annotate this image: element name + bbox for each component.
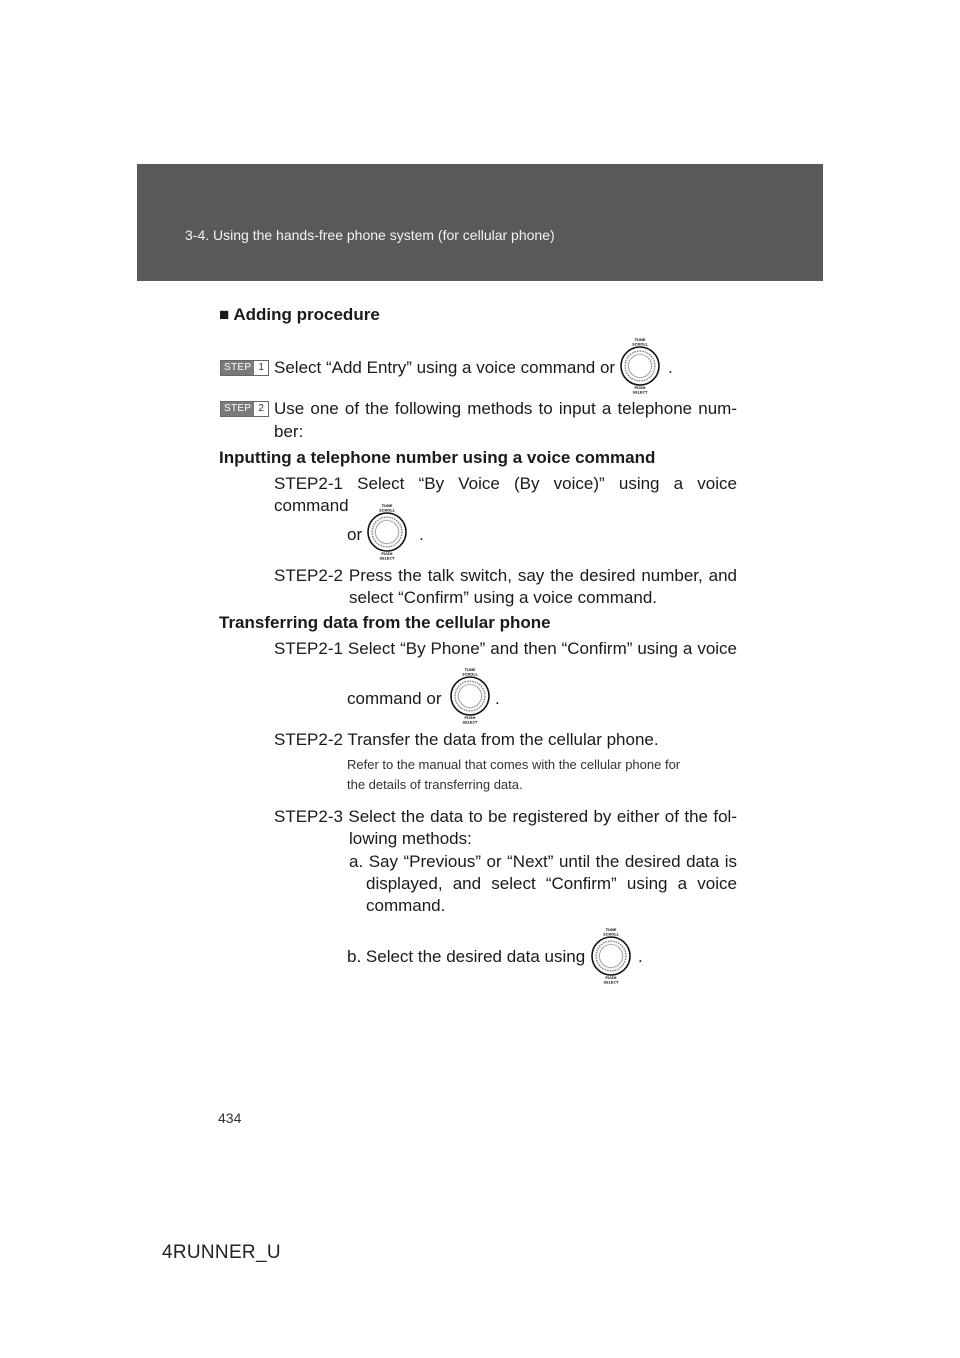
section-heading	[219, 304, 380, 326]
knob-label-top-2: SCROLL	[632, 342, 648, 347]
option-a-line2: displayed, and select “Confirm” using a voice	[366, 874, 737, 893]
knob-label-bottom-2: SELECT	[632, 390, 648, 394]
knob-label-bottom-1: PUSH	[464, 716, 476, 720]
step-1-badge	[220, 360, 269, 376]
chapter-header	[137, 164, 823, 281]
knob-label-bottom-1: PUSH	[634, 386, 646, 390]
phone-step2-3-line2: lowing methods:	[349, 829, 472, 848]
phone-step2-1-tail: .	[495, 689, 500, 708]
phone-note-line2: the details of transferring data.	[347, 777, 523, 792]
option-b-tail: .	[638, 947, 643, 966]
voice-step2-2-line2: select “Confirm” using a voice command.	[349, 588, 658, 607]
knob-label-top-1: TUNE	[605, 928, 617, 932]
knob-label-top-1: TUNE	[381, 504, 393, 508]
model-code: 4RUNNER_U	[162, 1242, 281, 1263]
knob-label-bottom-2: SELECT	[462, 720, 478, 724]
tune-select-knob-icon	[447, 666, 493, 724]
step-2-text-line2: ber:	[274, 422, 304, 441]
option-a-line1: a. Say “Previous” or “Next” until the desired data is	[349, 852, 737, 871]
phone-step2-1-line2: command or	[347, 689, 442, 708]
step-badge-number: 2	[258, 403, 264, 414]
voice-step2-1-line1: STEP2-1 Select “By Voice (By voice)” using a voice command	[274, 474, 737, 515]
section-title: Adding procedure	[233, 305, 380, 324]
section-bullet: ■	[219, 305, 230, 324]
step-badge-label: STEP	[221, 402, 254, 416]
knob-label-bottom-1: PUSH	[381, 552, 393, 556]
voice-step2-1-line2: or	[347, 525, 363, 544]
phone-step2-2: STEP2-2 Transfer the data from the cellular phone.	[274, 730, 659, 749]
knob-label-top-2: SCROLL	[462, 672, 478, 677]
tune-select-knob-icon	[588, 926, 634, 984]
phone-note-line1: Refer to the manual that comes with the cellular phone for	[347, 757, 681, 772]
phone-step2-3-line1: STEP2-3 Select the data to be registered by either of the fol-	[274, 807, 737, 826]
step-1-text: Select “Add Entry” using a voice command or	[274, 358, 616, 377]
knob-label-top-1: TUNE	[634, 338, 646, 342]
step-badge-label: STEP	[221, 361, 254, 375]
step-1-tail: .	[668, 358, 673, 377]
chapter-title: 3-4. Using the hands-free phone system (for cellular phone)	[185, 227, 555, 243]
step-2-text-line1: Use one of the following methods to input a telephone num-	[274, 399, 737, 418]
phone-step2-1-line1: STEP2-1 Select “By Phone” and then “Confirm” using a voice	[274, 639, 737, 658]
tune-select-knob-icon	[364, 502, 410, 560]
knob-label-bottom-1: PUSH	[605, 976, 617, 980]
knob-label-top-2: SCROLL	[379, 508, 395, 513]
knob-label-bottom-2: SELECT	[603, 980, 619, 984]
option-a-line3: command.	[366, 896, 446, 915]
knob-label-top-1: TUNE	[464, 668, 476, 672]
knob-label-top-2: SCROLL	[603, 932, 619, 937]
voice-step2-1-tail: .	[419, 525, 424, 544]
step-badge-number: 1	[258, 362, 264, 373]
page-number: 434	[218, 1110, 242, 1126]
phone-method-heading: Transferring data from the cellular phone	[219, 613, 551, 632]
option-b-text: b. Select the desired data using	[347, 947, 586, 966]
tune-select-knob-icon	[617, 336, 663, 394]
voice-step2-2-line1: STEP2-2 Press the talk switch, say the desired number, and	[274, 566, 737, 585]
voice-method-heading: Inputting a telephone number using a voice command	[219, 448, 656, 467]
knob-label-bottom-2: SELECT	[379, 556, 395, 560]
step-2-badge	[220, 401, 269, 417]
